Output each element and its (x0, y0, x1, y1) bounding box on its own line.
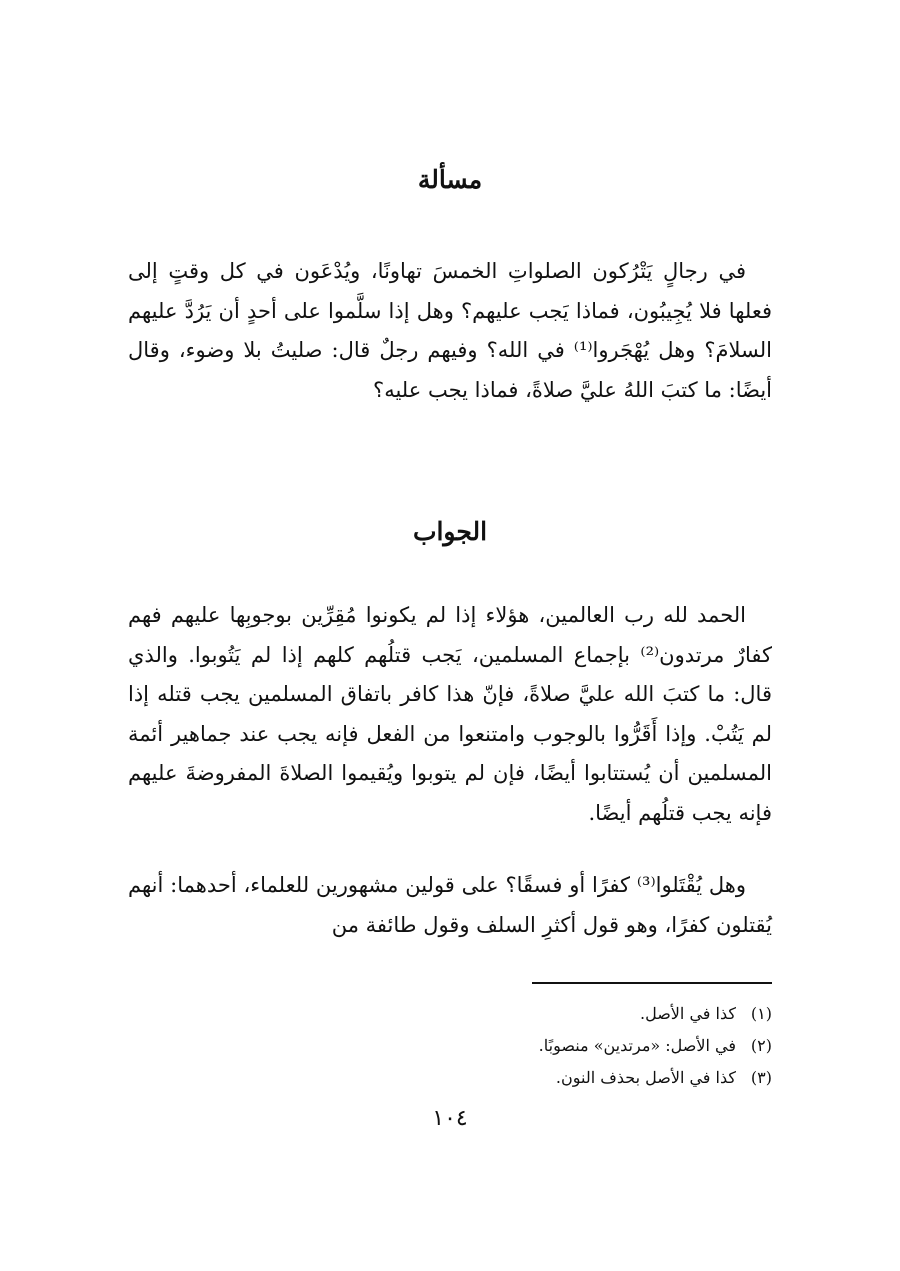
footnote-text: كذا في الأصل. (640, 1004, 736, 1023)
answer-heading: الجواب (412, 517, 488, 546)
footnote-number: (٢) (750, 1036, 772, 1055)
footnote-3 (128, 1062, 772, 1094)
footnote-1 (128, 998, 772, 1030)
footnote-2 (128, 1030, 772, 1062)
answer-paragraph-2: وهل يُقْتَلوا⁽³⁾ كفرًا أو فسقًا؟ على قولين مشهورين للعلماء، أحدهما: أنهم يُقتلون كفرًا، وهو قول أكثرِ السلف وقول طائفة من (128, 873, 772, 937)
page-number: ١٠٤ (432, 1106, 468, 1131)
answer-paragraph-1: الحمد لله رب العالمين، هؤلاء إذا لم يكونوا مُقِرِّين بوجوبِها عليهم فهم كفارٌ مرتدون⁽²⁾ بإجماع المسلمين، يَجب قتلُهم كلهم إذا لم يَتُوبوا. والذي قال: ما كتبَ الله عليَّ صلاةً، فإنّ هذا كافر باتفاق المسلمين يجب قتله إذا لم يَتُبْ. وإذا أَقَرُّوا بالوجوب وامتنعوا من الفعل فإنه يجب عند جماهير أئمة المسلمين أن يُستتابوا أيضًا، فإن لم يتوبوا ويُقيموا الصلاةَ المفروضةَ عليهم فإنه يجب قتلُهم أيضًا. (128, 603, 772, 825)
question-paragraph: في رجالٍ يَتْرُكون الصلواتِ الخمسَ تهاونًا، ويُدْعَون في كل وقتٍ إلى فعلها فلا يُجِيبُون، فماذا يَجب عليهم؟ وهل إذا سلَّموا على أحدٍ أن يَرُدَّ عليهم السلامَ؟ وهل يُهْجَروا⁽¹⁾ في الله؟ وفيهم رجلٌ قال: صليتُ بلا وضوء، وقال أيضًا: ما كتبَ اللهُ عليَّ صلاةً، فماذا يجب عليه؟ (128, 259, 772, 402)
footnote-text: في الأصل: «مرتدين» منصوبًا. (538, 1036, 736, 1055)
footnote-number: (١) (750, 1004, 772, 1023)
footnote-text: كذا في الأصل بحذف النون. (555, 1068, 736, 1087)
question-heading: مسألة (417, 165, 483, 194)
book-page (128, 0, 772, 1271)
footnote-number: (٣) (750, 1068, 772, 1087)
footnote-divider (532, 982, 772, 984)
footnotes (128, 998, 772, 1094)
